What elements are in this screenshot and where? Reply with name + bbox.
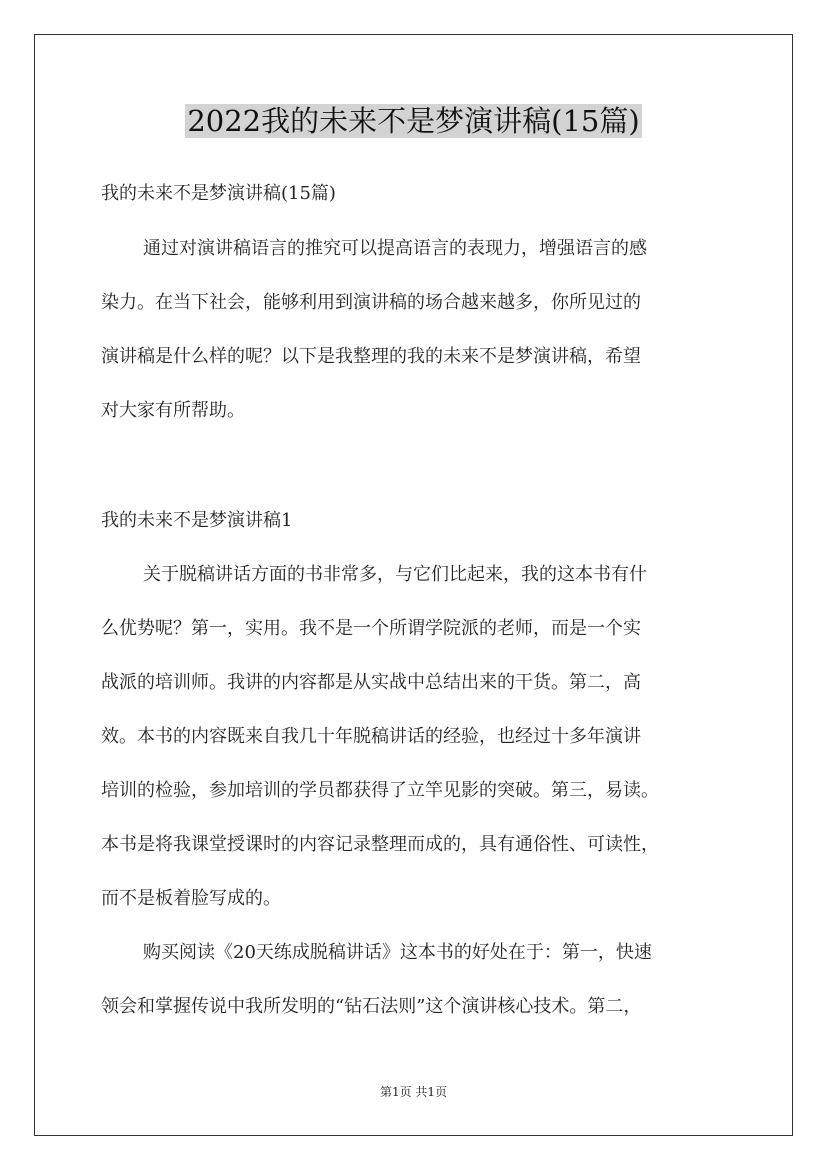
intro-line: 演讲稿是什么样的呢？以下是我整理的我的未来不是梦演讲稿，希望 [101, 346, 641, 367]
section-heading: 我的未来不是梦演讲稿1 [101, 510, 293, 531]
paragraph-line: 关于脱稿讲话方面的书非常多，与它们比起来，我的这本书有什 [143, 564, 647, 585]
paragraph-line: 购买阅读《20天练成脱稿讲话》这本书的好处在于：第一，快速 [143, 942, 652, 963]
document-title [0, 100, 827, 142]
paragraph-line: 领会和掌握传说中我所发明的“钻石法则”这个演讲核心技术。第二， [101, 996, 642, 1017]
document-subtitle: 我的未来不是梦演讲稿(15篇) [101, 183, 336, 204]
intro-line: 染力。在当下社会，能够利用到演讲稿的场合越来越多，你所见过的 [101, 292, 641, 313]
intro-line: 通过对演讲稿语言的推究可以提高语言的表现力，增强语言的感 [143, 238, 647, 259]
paragraph-line: 么优势呢？第一，实用。我不是一个所谓学院派的老师，而是一个实 [101, 618, 641, 639]
paragraph-line: 效。本书的内容既来自我几十年脱稿讲话的经验，也经过十多年演讲 [101, 726, 641, 747]
paragraph-line: 而不是板着脸写成的。 [101, 888, 281, 909]
paragraph-line: 战派的培训师。我讲的内容都是从实战中总结出来的干货。第二，高 [101, 672, 641, 693]
paragraph-line: 培训的检验，参加培训的学员都获得了立竿见影的突破。第三，易读。 [101, 780, 659, 801]
page-footer: 第1页 共1页 [379, 1085, 448, 1099]
document-title-text: 2022我的未来不是梦演讲稿(15篇) [187, 104, 640, 138]
paragraph-line: 本书是将我课堂授课时的内容记录整理而成的，具有通俗性、可读性， [101, 834, 659, 855]
intro-line: 对大家有所帮助。 [101, 400, 245, 421]
